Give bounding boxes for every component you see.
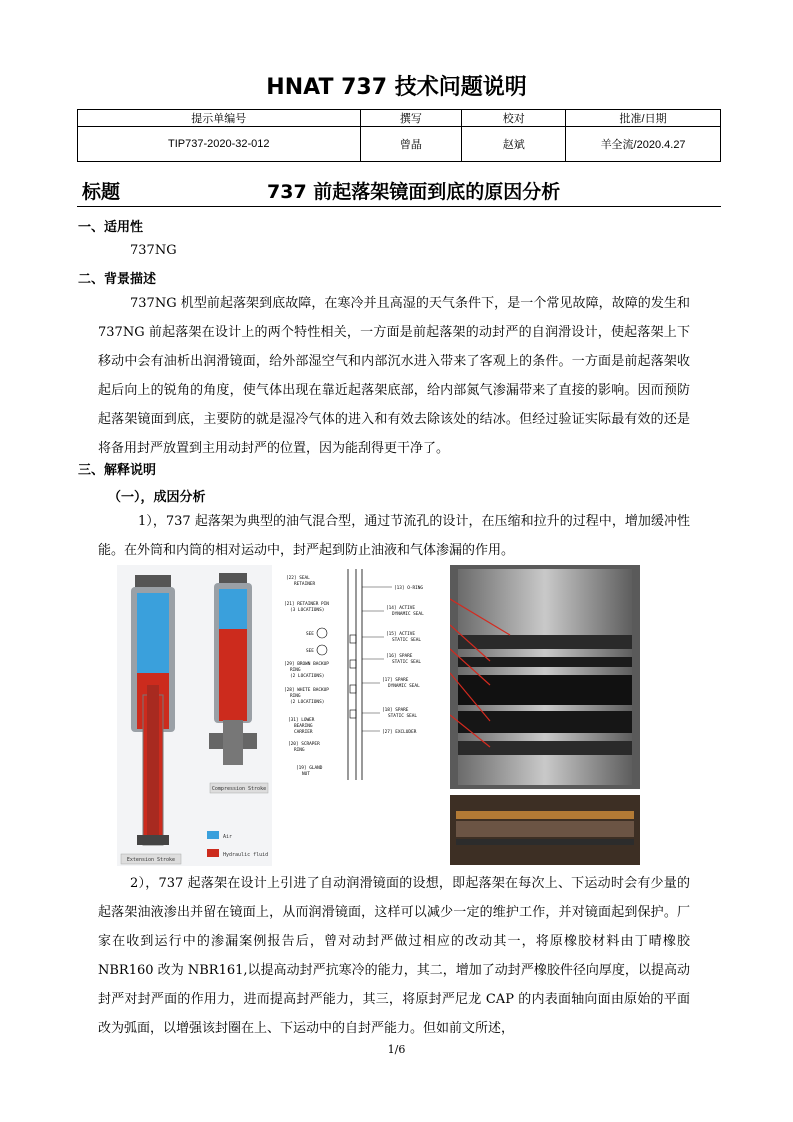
section-3-paragraph-1: 1），737 起落架为典型的油气混合型，通过节流孔的设计，在压缩和拉升的过程中，增加缓冲性能。在外筒和内筒的相对运动中，封严起到防止油液和气体渗漏的作用。: [98, 514, 690, 558]
legend-air-swatch: [207, 831, 219, 839]
svg-text:SEE: SEE: [306, 649, 314, 654]
subject-label: 标题: [82, 181, 121, 203]
legend-air-label: Air: [223, 834, 233, 840]
section-2-heading: 二、背景描述: [78, 272, 157, 287]
svg-text:[20] SCRAPER: [20] SCRAPER: [288, 742, 320, 747]
svg-text:DYNAMIC SEAL: DYNAMIC SEAL: [388, 684, 420, 689]
meta-value-approval-date: 羊全流/2020.4.27: [566, 127, 721, 162]
svg-text:RETAINER: RETAINER: [294, 582, 316, 587]
svg-text:SEE: SEE: [306, 632, 314, 637]
svg-text:RING: RING: [290, 694, 301, 699]
section-3-heading: 三、解释说明: [78, 463, 157, 478]
label-extension-stroke: Extension Stroke: [126, 857, 176, 863]
svg-text:STATIC SEAL: STATIC SEAL: [392, 638, 422, 643]
label-compression-stroke: Compression Stroke: [211, 786, 267, 792]
svg-text:[18] SPARE: [18] SPARE: [382, 708, 409, 713]
meta-header-author: 撰写: [360, 110, 462, 127]
page-number: 1/6: [387, 1043, 406, 1056]
svg-text:RING: RING: [294, 748, 305, 753]
document-title: HNAT 737 技术问题说明: [266, 75, 527, 100]
section-1-heading: 一、适用性: [78, 220, 144, 235]
svg-text:[21] RETAINER PIN: [21] RETAINER PIN: [284, 602, 329, 607]
legend-fluid-label: Hydraulic fluid: [223, 852, 269, 858]
svg-text:[28] WHITE BACKUP: [28] WHITE BACKUP: [284, 688, 329, 693]
svg-text:STATIC SEAL: STATIC SEAL: [392, 660, 422, 665]
svg-text:RING: RING: [290, 668, 301, 673]
air-chamber-compression: [219, 589, 247, 629]
svg-text:[16] SPARE: [16] SPARE: [386, 654, 413, 659]
svg-text:[14] ACTIVE: [14] ACTIVE: [386, 606, 416, 611]
section-3-subheading: （一），成因分析: [108, 490, 206, 505]
meta-header-approval-date: 批准/日期: [566, 110, 721, 127]
meta-value-author: 曾晶: [360, 127, 462, 162]
svg-text:[19] GLAND: [19] GLAND: [296, 766, 323, 771]
meta-value-reviewer: 赵斌: [462, 127, 566, 162]
meta-header-tip-number: 提示单编号: [78, 110, 361, 127]
subject-text: 737 前起落架镜面到底的原因分析: [267, 181, 561, 203]
section-1-body: 737NG: [130, 243, 177, 258]
seal-diagram-figure: [282, 565, 450, 785]
section-2-body: 737NG 机型前起落架到底故障，在寒冷并且高湿的天气条件下，是一个常见故障，故障的发生和 737NG 前起落架在设计上的两个特性相关，一方面是前起落架的动封严的自润滑设计，使起落架上下移动中会有油析出润滑镜面，给外部湿空气和内部沉水进入带来了客观上的条件。一方面是前起落架收起后向上的锐角的角度，使气体出现在靠近起落架底部，给内部氮气渗漏带来了直接的影响。因而预防起落架镜面到底，主要防的就是湿冷气体的进入和有效去除该处的结冰。但经过验证实际最有效的还是将备用封严放置到主用动封严的位置，因为能刮得更干净了。: [98, 296, 690, 456]
air-chamber-extension: [137, 593, 169, 673]
svg-text:[31] LOWER: [31] LOWER: [288, 718, 315, 723]
seal-photo-figure: [450, 565, 640, 865]
svg-text:(2 LOCATIONS): (2 LOCATIONS): [290, 674, 325, 679]
meta-table: [77, 109, 721, 162]
strut-cutaway-figure: [117, 565, 272, 866]
legend-fluid-swatch: [207, 849, 219, 857]
svg-text:CARRIER: CARRIER: [294, 730, 313, 735]
section-3-paragraph-2: 2），737 起落架在设计上引进了自动润滑镜面的设想，即起落架在每次上、下运动时会有少量的起落架油液渗出并留在镜面上，从而润滑镜面，这样可以减少一定的维护工作，并对镜面起到保护。厂家在收到运行中的渗漏案例报告后，曾对动封严做过相应的改动其一，将原橡胶材料由丁晴橡胶 NBR160 改为 NBR161,以提高动封严抗寒冷的能力，其二，增加了动封严橡胶件径向厚度，以提高动封严对封严面的作用力，进而提高封严能力，其三，将原封严尼龙 CAP 的内表面轴向面由原始的平面改为弧面，以增强该封圈在上、下运动中的自封严能力。但如前文所述，: [98, 876, 690, 1036]
subject-bar: [77, 174, 721, 207]
svg-text:STATIC SEAL: STATIC SEAL: [388, 714, 418, 719]
svg-text:BEARING: BEARING: [294, 724, 313, 729]
svg-text:(3 LOCATIONS): (3 LOCATIONS): [290, 608, 325, 613]
svg-text:[13] O-RING: [13] O-RING: [394, 586, 424, 591]
svg-text:[17] SPARE: [17] SPARE: [382, 678, 409, 683]
svg-text:[27] EXCLUDER: [27] EXCLUDER: [382, 730, 417, 735]
svg-text:DYNAMIC SEAL: DYNAMIC SEAL: [392, 612, 424, 617]
svg-text:[22] SEAL: [22] SEAL: [286, 576, 310, 581]
svg-text:(2 LOCATIONS): (2 LOCATIONS): [290, 700, 325, 705]
meta-value-tip-number: TIP737-2020-32-012: [78, 127, 361, 162]
svg-text:NUT: NUT: [302, 772, 310, 777]
meta-header-reviewer: 校对: [462, 110, 566, 127]
svg-text:[15] ACTIVE: [15] ACTIVE: [386, 632, 416, 637]
svg-text:[29] BROWN BACKUP: [29] BROWN BACKUP: [284, 662, 329, 667]
